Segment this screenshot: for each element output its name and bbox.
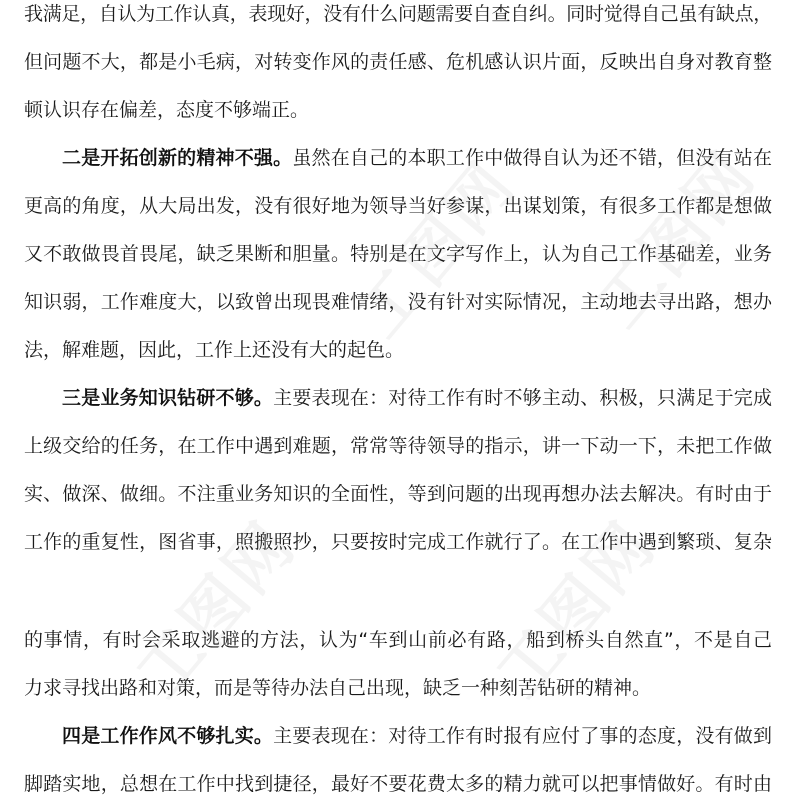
paragraph-line: 但问题不大，都是小毛病，对转变作风的责任感、危机感认识片面，反映出自身对教育整 xyxy=(24,51,772,73)
paragraph-line: 又不敢做畏首畏尾，缺乏果断和胆量。特别是在文字写作上，认为自己工作基础差，业务 xyxy=(24,243,772,265)
paragraph-line: 脚踏实地，总想在工作中找到捷径，最好不要花费太多的精力就可以把事情做好。有时由 xyxy=(24,773,772,795)
paragraph-line: 我满足，自认为工作认真，表现好，没有什么问题需要自查自纠。同时觉得自己虽有缺点， xyxy=(24,3,773,25)
section-heading: 四是工作作风不够扎实。 xyxy=(62,725,274,747)
section-heading-line: 三是业务知识钻研不够。主要表现在：对待工作有时不够主动、积极，只满足于完成 xyxy=(62,387,772,409)
paragraph-line: 的事情，有时会采取逃避的方法，认为“车到山前必有路，船到桥头自然直”，不是自己 xyxy=(24,629,772,651)
paragraph-line: 实、做深、做细。不注重业务知识的全面性，等到问题的出现再想办法去解决。有时由于 xyxy=(24,483,772,505)
paragraph-line: 力求寻找出路和对策，而是等待办法自己出现，缺乏一种刻苦钻研的精神。 xyxy=(24,677,652,699)
section-heading: 二是开拓创新的精神不强。 xyxy=(62,147,293,169)
paragraph-line: 顿认识存在偏差，态度不够端正。 xyxy=(24,99,310,121)
section-heading-line: 四是工作作风不够扎实。主要表现在：对待工作有时报有应付了事的态度，没有做到 xyxy=(62,725,772,747)
paragraph-line: 法，解难题，因此，工作上还没有大的起色。 xyxy=(24,339,405,361)
paragraph-line: 更高的角度，从大局出发，没有很好地为领导当好参谋，出谋划策，有很多工作都是想做 xyxy=(24,195,772,217)
section-heading-line: 二是开拓创新的精神不强。虽然在自己的本职工作中做得自认为还不错，但没有站在 xyxy=(62,147,772,169)
paragraph-line: 工作的重复性，图省事，照搬照抄，只要按时完成工作就行了。在工作中遇到繁琐、复杂 xyxy=(24,531,772,553)
section-heading: 三是业务知识钻研不够。 xyxy=(62,387,274,409)
paragraph-line: 知识弱，工作难度大，以致曾出现畏难情绪，没有针对实际情况，主动地去寻出路，想办 xyxy=(24,291,772,313)
paragraph-line: 上级交给的任务，在工作中遇到难题，常常等待领导的指示，讲一下动一下，未把工作做 xyxy=(24,435,772,457)
